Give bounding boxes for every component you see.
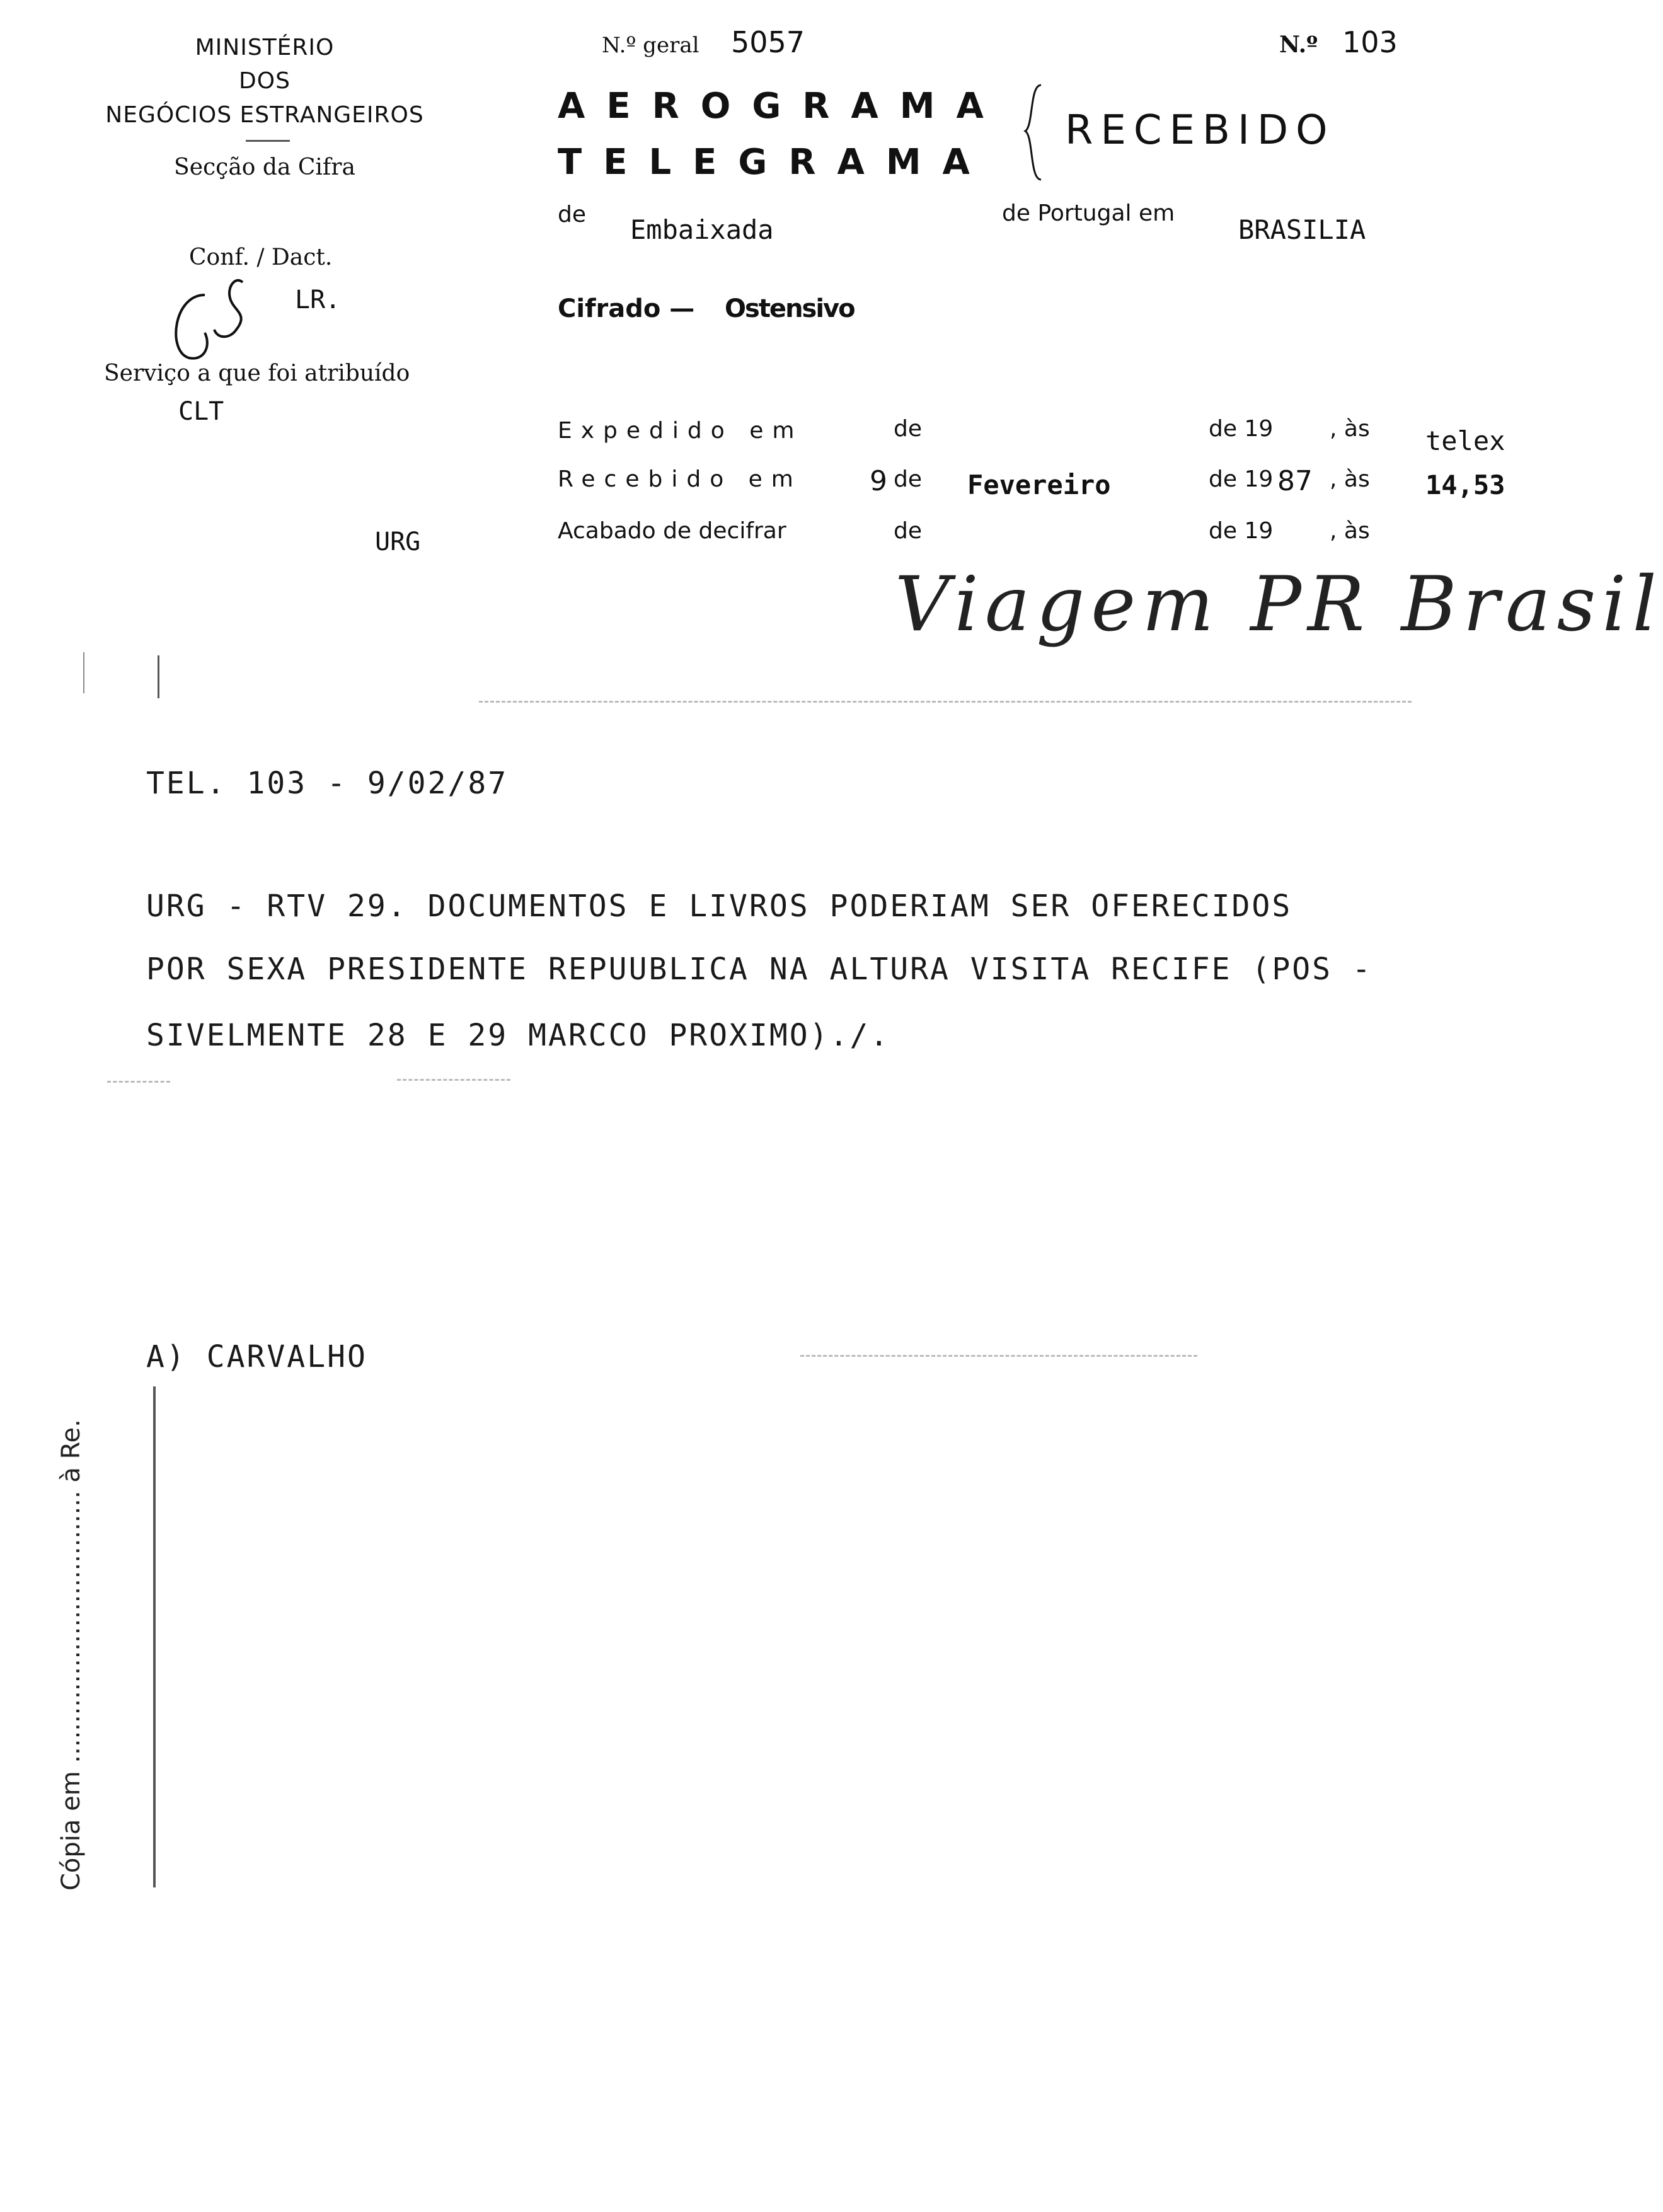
ministry-line-2: DOS [239, 68, 291, 94]
ministry-line-3: NEGÓCIOS ESTRANGEIROS [105, 102, 424, 128]
stray-mark-2 [397, 1079, 510, 1081]
telegram-number-label: N.º [1279, 32, 1318, 58]
status-received: RECEBIDO [1065, 107, 1335, 154]
recebido-as: , às [1330, 466, 1370, 492]
received-month: Fevereiro [967, 469, 1111, 500]
origin-city: BRASILIA [1238, 214, 1366, 245]
section-label: Secção da Cifra [174, 154, 355, 180]
conf-initials-signature [161, 270, 268, 371]
expedido-year: de 19 [1209, 416, 1274, 442]
expedido-note: telex [1425, 425, 1505, 456]
urgency-label: URG [375, 527, 421, 556]
acabado-label: Acabado de decifrar [558, 518, 786, 544]
message-ref: TEL. 103 - 9/02/87 [146, 766, 509, 801]
geral-number-value: 5057 [731, 25, 805, 59]
ministry-line-1: MINISTÉRIO [195, 35, 335, 60]
message-line-2: POR SEXA PRESIDENTE REPUUBLICA NA ALTURA VISITA RECIFE (POS - [146, 952, 1372, 987]
origin-from: Embaixada [630, 214, 774, 245]
handwritten-note: Viagem PR Brasil [895, 561, 1663, 648]
expedido-de: de [894, 416, 922, 442]
telegrama-label: TELEGRAMA [558, 142, 991, 183]
expedido-as: , às [1330, 416, 1370, 442]
acabado-year: de 19 [1209, 518, 1274, 544]
acabado-de: de [894, 518, 922, 544]
origin-country-label: de Portugal em [1002, 200, 1175, 226]
expedido-label: Expedido em [558, 418, 803, 444]
mode-overstrike: Ostensivo [725, 294, 855, 323]
telegram-number-value: 103 [1342, 25, 1398, 59]
conf-initials: LR. [295, 285, 341, 314]
stray-mark-1 [107, 1081, 170, 1083]
acabado-as: , às [1330, 518, 1370, 544]
message-line-3: SIVELMENTE 28 E 29 MARCCO PROXIMO)./. [146, 1018, 890, 1053]
message-line-1: URG - RTV 29. DOCUMENTOS E LIVROS PODERIAM SER OFERECIDOS [146, 889, 1292, 924]
header-separator [479, 701, 1412, 703]
message-signature: A) CARVALHO [146, 1339, 367, 1374]
signature-trailing-mark [800, 1355, 1197, 1357]
geral-number-label: N.º geral [602, 33, 699, 58]
received-day: 9 [870, 465, 887, 497]
conf-label: Conf. / Dact. [189, 245, 333, 270]
left-margin-tick [83, 652, 84, 693]
mode-cifrado: Cifrado — [558, 294, 695, 323]
recebido-de: de [894, 466, 922, 492]
recebido-label: Recebido em [558, 466, 802, 492]
copy-margin-text: Cópia em .................................. à Re. [57, 1419, 86, 1891]
ministry-underline [246, 140, 290, 142]
brace-icon [1022, 82, 1047, 183]
received-year-suffix: 87 [1277, 465, 1313, 497]
service-value: CLT [178, 397, 224, 426]
recebido-year-prefix: de 19 [1209, 466, 1274, 492]
separator-tick [158, 655, 159, 698]
origin-de-label: de [558, 202, 586, 228]
received-time: 14,53 [1425, 469, 1505, 500]
aerograma-label: AEROGRAMA [558, 86, 1005, 127]
copy-margin-line [153, 1386, 156, 1887]
service-label: Serviço a que foi atribuído [104, 360, 410, 386]
